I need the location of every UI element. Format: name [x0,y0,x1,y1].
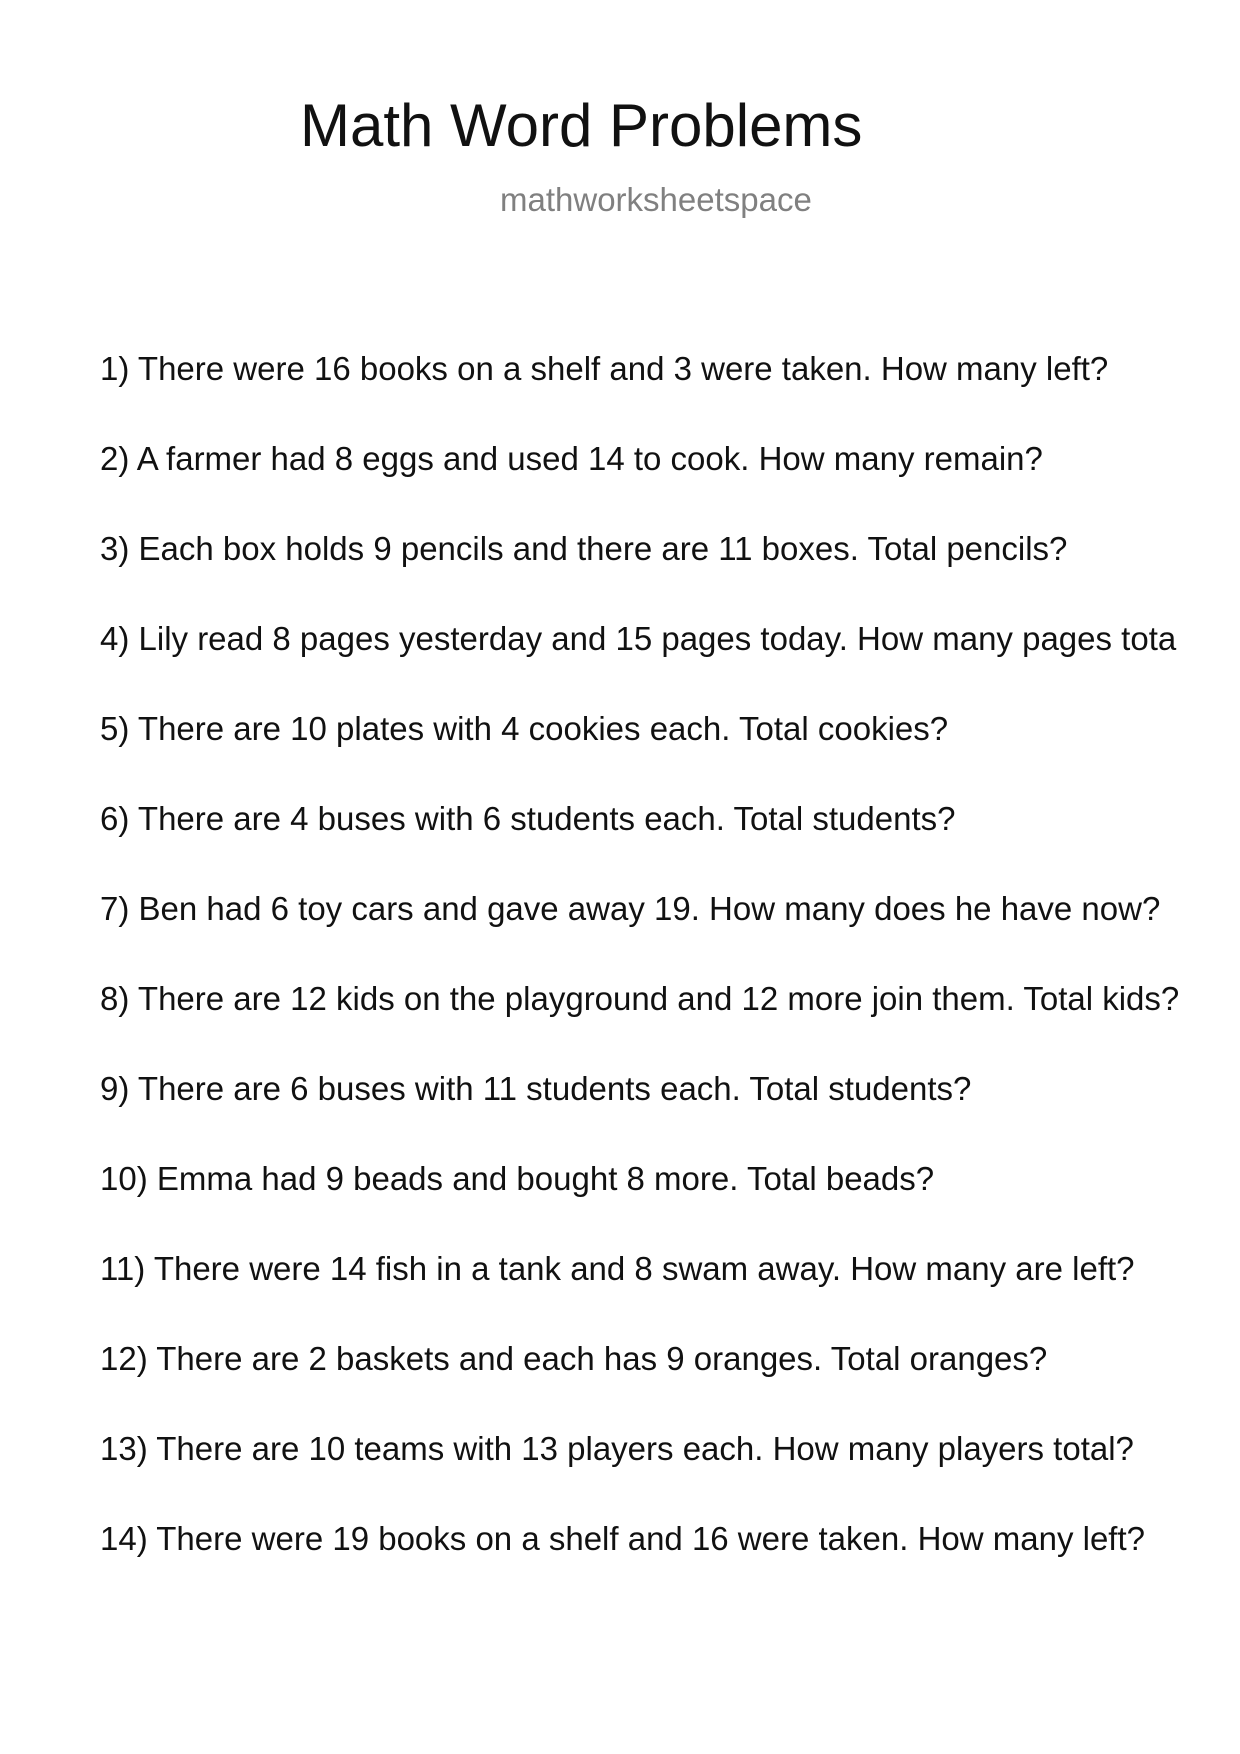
problem-13: 13) There are 10 teams with 13 players each. How many players total? [100,1430,1134,1467]
page-subtitle: mathworksheetspace [500,181,812,218]
problem-5: 5) There are 10 plates with 4 cookies each. Total cookies? [100,710,949,747]
problem-14: 14) There were 19 books on a shelf and 16 were taken. How many left? [100,1520,1145,1557]
problem-8: 8) There are 12 kids on the playground and 12 more join them. Total kids? [100,980,1180,1017]
problem-1: 1) There were 16 books on a shelf and 3 were taken. How many left? [100,350,1109,387]
problem-2: 2) A farmer had 8 eggs and used 14 to cook. How many remain? [100,440,1043,477]
problem-list [100,350,1240,1610]
problem-12: 12) There are 2 baskets and each has 9 oranges. Total oranges? [100,1340,1048,1377]
problem-9: 9) There are 6 buses with 11 students each. Total students? [100,1070,972,1107]
problem-4: 4) Lily read 8 pages yesterday and 15 pages today. How many pages tota [100,620,1177,657]
problem-10: 10) Emma had 9 beads and bought 8 more. Total beads? [100,1160,935,1197]
problem-3: 3) Each box holds 9 pencils and there are 11 boxes. Total pencils? [100,530,1068,567]
problem-11: 11) There were 14 fish in a tank and 8 swam away. How many are left? [100,1250,1135,1287]
problem-6: 6) There are 4 buses with 6 students each. Total students? [100,800,956,837]
page-title: Math Word Problems [300,92,863,159]
problem-7: 7) Ben had 6 toy cars and gave away 19. How many does he have now? [100,890,1161,927]
